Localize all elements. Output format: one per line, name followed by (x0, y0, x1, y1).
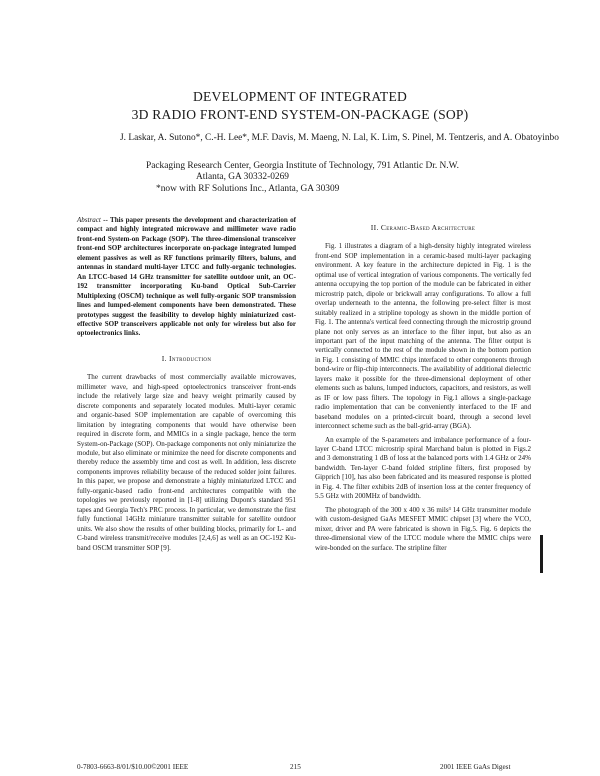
left-column (77, 216, 296, 553)
introduction-heading: I. Introduction (161, 353, 212, 363)
architecture-heading: II. Ceramic-Based Architecture (370, 223, 476, 232)
architecture-paragraph-2: An example of the S-parameters and imbalance performance of a four-layer C-band LTCC microstrip spiral Marchand balun is plotted in Figs.2 and 3 demonstrating 1 dB of loss at the balanced ports with 1.4 GHz or 24% bandwidth. Ten-layer C-band folded stripline filters, first proposed by Gipprich [10], has also been fabricated and its measured response is plotted in Fig. 4. The filter exhibits 2dB of insertion loss at the center frequency of 5.5 GHz with 200MHz of bandwidth. (315, 435, 531, 501)
abstract-text: -- This paper presents the development and characterization of compact and highly integrated microwave and millimeter wave radio front-end System-on Package (SOP). The three-dimensional transceiver front-end SOP architectures incorporate on-package integrated lumped element passives as well as RF functions primarily filters, baluns, and antennas in standard multi-layer LTCC and fully-organic technologies. An LTCC-based 14 GHz transmitter for satellite outdoor unit, an OC-192 transmitter incorporating Ku-band Optical Sub-Carrier Multiplexing (OSCM) technique as well fully-organic SOP transmission lines and lumped-element components have been demonstrated. These prototypes suggest the feasibility to develop highly miniaturized cost-effective SOP transceivers applicable not only for wireless but also for optoelectronics links. (77, 216, 296, 338)
affiliation-line-2: Atlanta, GA 30332-0269 (196, 172, 289, 183)
paper-title-line-2: 3D RADIO FRONT-END SYSTEM-ON-PACKAGE (SOP) (131, 107, 469, 122)
introduction-paragraph: The current drawbacks of most commercially available microwaves, millimeter wave, and high-speed optoelectronics transceiver front-ends include the relatively large size and heavy weight primarily caused by discrete components and separately located modules. Multi-layer ceramic and organic-based SOP implementation are capable of overcoming this limitation by integrating components that would have otherwise been required in discrete form, and MMICs in a single package, hence the term System-on-Package (SOP). On-package components not only miniaturize the module, but also eliminate or minimize the need for discrete components and thereby reduce the assembly time and cost as well. In addition, less discrete components improves reliability because of the reduced solder joint failures. In this paper, we propose and demonstrate a highly miniaturized LTCC and fully-organic-based radio front-end architectures compatible with the topologies we previously reported in [1-8] utilizing Dupont's standard 951 tapes and Georgia Tech's PRC process. In particular, we demonstrate the first fully functional 14GHz miniature transmitter suitable for satellite outdoor units. We also show the results of other building blocks, primarily for L- and C-band wireless transmit/receive modules [2,4,6] as well as an OC-192 Ku-band OSCM transmitter SOP [9]. (77, 373, 296, 552)
abstract-label: Abstract (77, 216, 101, 224)
abstract (77, 216, 296, 339)
architecture-paragraph-1: Fig. 1 illustrates a diagram of a high-density highly integrated wireless front-end SOP implementation in a ceramic-based multi-layer packaging environment. A key feature in the architecture depicted in Fig. 1 is the optimal use of vertical integration of various components. The vertically fed antenna occupying the top portion of the module can be fabricated in either microstrip patch, dipole or brickwall array configurations. To allow a full overlap underneath to the antenna, the following pre-select filter is most suitably realized in a stripline topology as shown in the middle portion of Fig. 1. The antenna's vertical feed connecting through the microstrip ground plane not only serves as an interface to the filter input, but also as an important part of the input matching of the antenna. The filter output is vertically connected to the rest of the module shown in the bottom portion in Fig. 1 consisting of MMIC chips interfaced to other components through bond-wire or flip-chip interconnects. The availability of additional dielectric layers make it possible for the three-dimensional deployment of other elements such as baluns, lumped inductors, capacitors, and resistors, as well as IF or low pass filters. The topology in Fig.1 allows a single-package radio implementation that can be conveniently interfaced to the IF and baseband modules on a printed-circuit board, through a second level interconnect scheme such as the ball-grid-array (BGA). (315, 242, 531, 431)
affiliation-line-1: Packaging Research Center, Georgia Institute of Technology, 791 Atlantic Dr. N.W. (146, 161, 459, 171)
footer-proceedings: 2001 IEEE GaAs Digest (440, 763, 511, 771)
affiliation-line-3: *now with RF Solutions Inc., Atlanta, GA 30309 (156, 183, 340, 194)
author-list: J. Laskar, A. Sutono*, C.-H. Lee*, M.F. Davis, M. Maeng, N. Lal, K. Lim, S. Pinel, M. Tentzeris, and A. Obatoyinbo (120, 133, 559, 143)
architecture-paragraph-3: The photograph of the 300 x 400 x 36 mils³ 14 GHz transmitter module with custom-designed GaAs MESFET MMIC chipset [3] where the VCO, mixer, driver and PA were fabricated is shown in Fig.5. Fig. 6 depicts the three-dimensional view of the LTCC module where the MMIC chips were wire-bonded on the surface. The stripline filter (315, 505, 531, 552)
footer-page-number: 215 (290, 763, 301, 771)
affiliation-block (146, 161, 476, 195)
footer-copyright: 0-7803-6663-8/01/$10.00©2001 IEEE (77, 763, 189, 771)
paper-title-line-1: DEVELOPMENT OF INTEGRATED (193, 89, 407, 104)
right-column (315, 223, 531, 553)
revision-change-bar (540, 535, 543, 573)
